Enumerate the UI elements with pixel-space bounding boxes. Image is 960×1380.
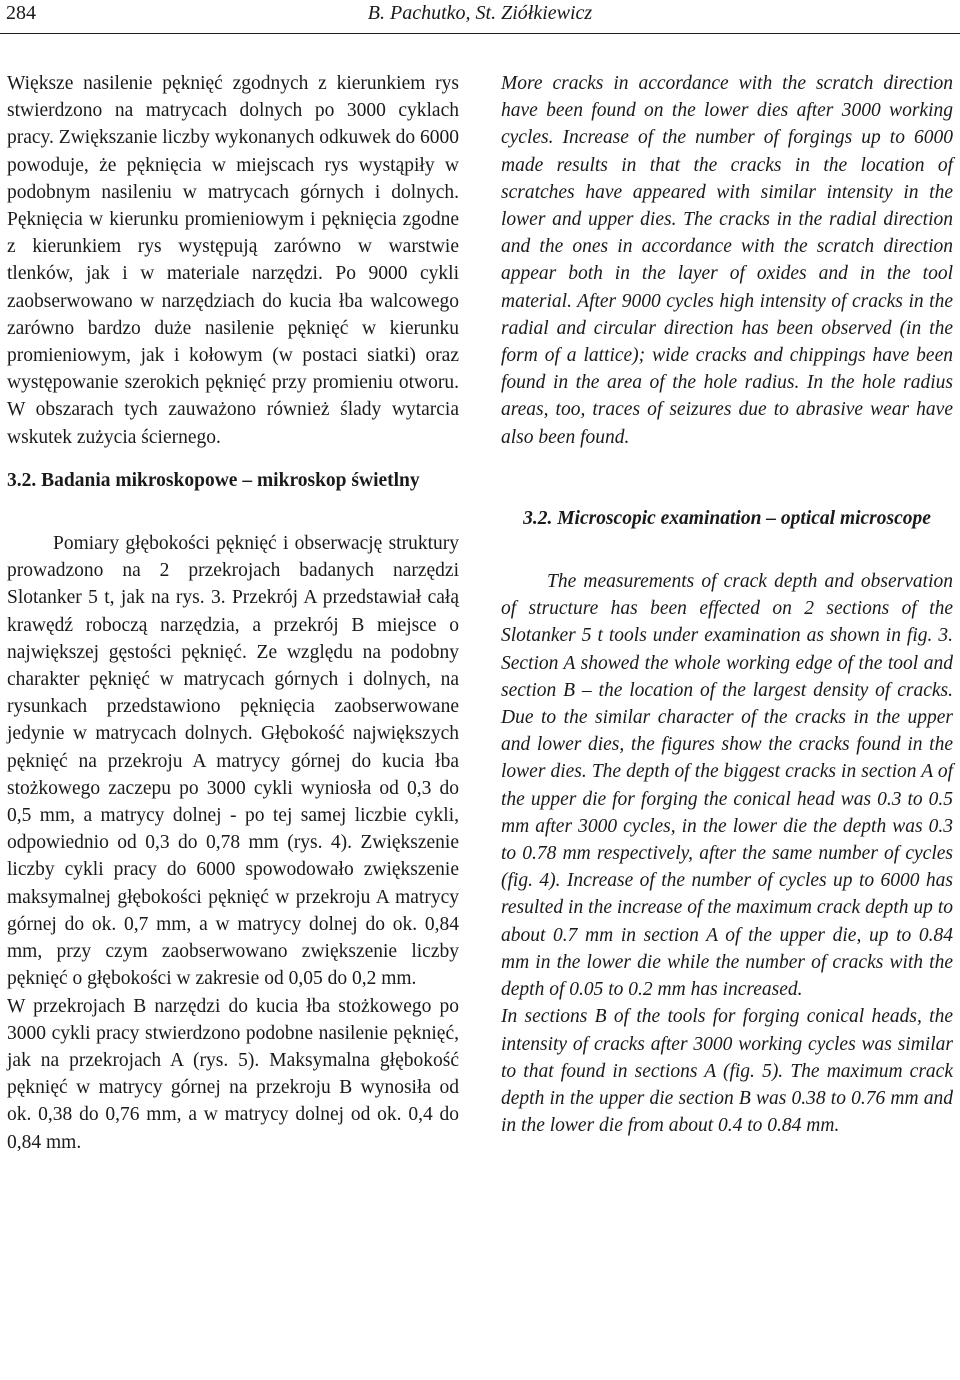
paragraph-pl-1: Większe nasilenie pęknięć zgodnych z kierunkiem rys stwierdzono na matrycach dolnych po 3000 cyklach pracy. Zwiększanie liczby wykonanych odkuwek do 6000 powoduje, że pęknięcia w miejscach rys wystąpiły w podobnym nasileniu w matrycach górnych i dolnych. Pęknięcia w kierunku promieniowym i pęknięcia zgodne z kierunkiem rys występują zarówno w warstwie tlenków, jak i w materiale narzędzi. Po 9000 cykli zaobserwowano w narzędziach do kucia łba walcowego zarówno bardzo duże nasilenie pęknięć w kierunku promieniowym, jak i kołowym (w postaci siatki) oraz występowanie szerokich pęknięć przy promieniu otworu. W obszarach tych zauważono również ślady wytarcia wskutek zużycia ściernego. — [7, 73, 459, 448]
section-number-en: 3.2. — [523, 507, 553, 529]
paragraph-en-3: In sections B of the tools for forging conical heads, the intensity of cracks after 3000 working cycles was similar to that found in sections A (fig. 5). The maximum crack depth in the upper die section B was 0.38 to 0.76 mm and in the lower die from about 0.4 to 0.84 mm. — [501, 1006, 953, 1137]
section-heading-en — [501, 505, 953, 532]
section-title-en: Microscopic examination – optical microscope — [557, 507, 931, 529]
section-heading-pl — [7, 467, 459, 494]
paragraph-pl-2: Pomiary głębokości pęknięć i obserwację struktury prowadzono na 2 przekrojach badanych narzędzi Slotanker 5 t, jak na rys. 3. Przekrój A przedstawiał całą krawędź roboczą narzędzia, a przekrój B miejsce o największej gęstości pęknięć. Ze względu na podobny charakter pęknięć w matrycach górnych i dolnych, na rysunkach przedstawiono pęknięcia zaobserwowane jedynie w matrycach dolnych. Głębokość największych pęknięć na przekroju A matrycy górnej do kucia łba stożkowego zaczepu po 3000 cykli wyniosła od 0,3 do 0,5 mm, a matrycy dolnej - po tej samej liczbie cykli, odpowiednio od 0,3 do 0,78 mm (rys. 4). Zwiększenie liczby cykli pracy do 6000 spowodowało zwiększenie maksymalnej głębokości pęknięć w przekroju A matrycy górnej do ok. 0,7 mm, a w matrycy dolnej do ok. 0,84 mm, przy czym zaobserwowano zwiększenie liczby pęknięć o głębokości w zakresie od 0,05 do 0,2 mm. — [7, 533, 459, 990]
running-head: B. Pachutko, St. Ziółkiewicz — [367, 2, 593, 24]
page-number: 284 — [6, 2, 36, 24]
paragraph-pl-3: W przekrojach B narzędzi do kucia łba stożkowego po 3000 cykli pracy stwierdzono podobne nasilenie pęknięć, jak na przekrojach A (rys. 5). Maksymalna głębokość pęknięć w matrycy górnej na przekroju B wynosiła od ok. 0,38 do 0,76 mm, a w matrycy dolnej od ok. 0,4 do 0,84 mm. — [7, 995, 459, 1153]
page-header — [0, 0, 960, 34]
section-title-pl: Badania mikroskopowe – mikroskop świetlny — [41, 469, 420, 491]
polish-column — [7, 70, 459, 1156]
section-number-pl: 3.2. — [7, 469, 37, 491]
header-rule — [0, 33, 960, 34]
paragraph-en-1: More cracks in accordance with the scratch direction have been found on the lower dies after 3000 working cycles. Increase of the number of forgings up to 6000 made results in that the cracks in the location of scratches have appeared with similar intensity in the lower and upper dies. The cracks in the radial direction and the ones in accordance with the scratch direction appear both in the layer of oxides and in the tool material. After 9000 cycles high intensity of cracks in the radial and circular direction has been observed (in the form of a lattice); wide cracks and chippings have been found in the area of the hole radius. In the hole radius areas, too, traces of seizures due to abrasive wear have also been found. — [501, 73, 953, 448]
paragraph-en-2: The measurements of crack depth and observation of structure has been effected on 2 sections of the Slotanker 5 t tools under examination as shown in fig. 3. Section A showed the whole working edge of the tool and section B – the location of the largest density of cracks. Due to the similar character of the cracks in the upper and lower dies, the figures show the cracks found in the lower dies. The depth of the biggest cracks in section A of the upper die for forging the conical head was 0.3 to 0.5 mm after 3000 cycles, in the lower die the depth was 0.3 to 0.78 mm respectively, after the same number of cycles (fig. 4). Increase of the number of cycles up to 6000 has resulted in the increase of the maximum crack depth up to about 0.7 mm in section A of the upper die, up to 0.84 mm in the lower die while the number of cracks with the depth of 0.05 to 0.2 mm has increased. — [501, 571, 953, 1001]
english-column — [501, 70, 953, 1139]
